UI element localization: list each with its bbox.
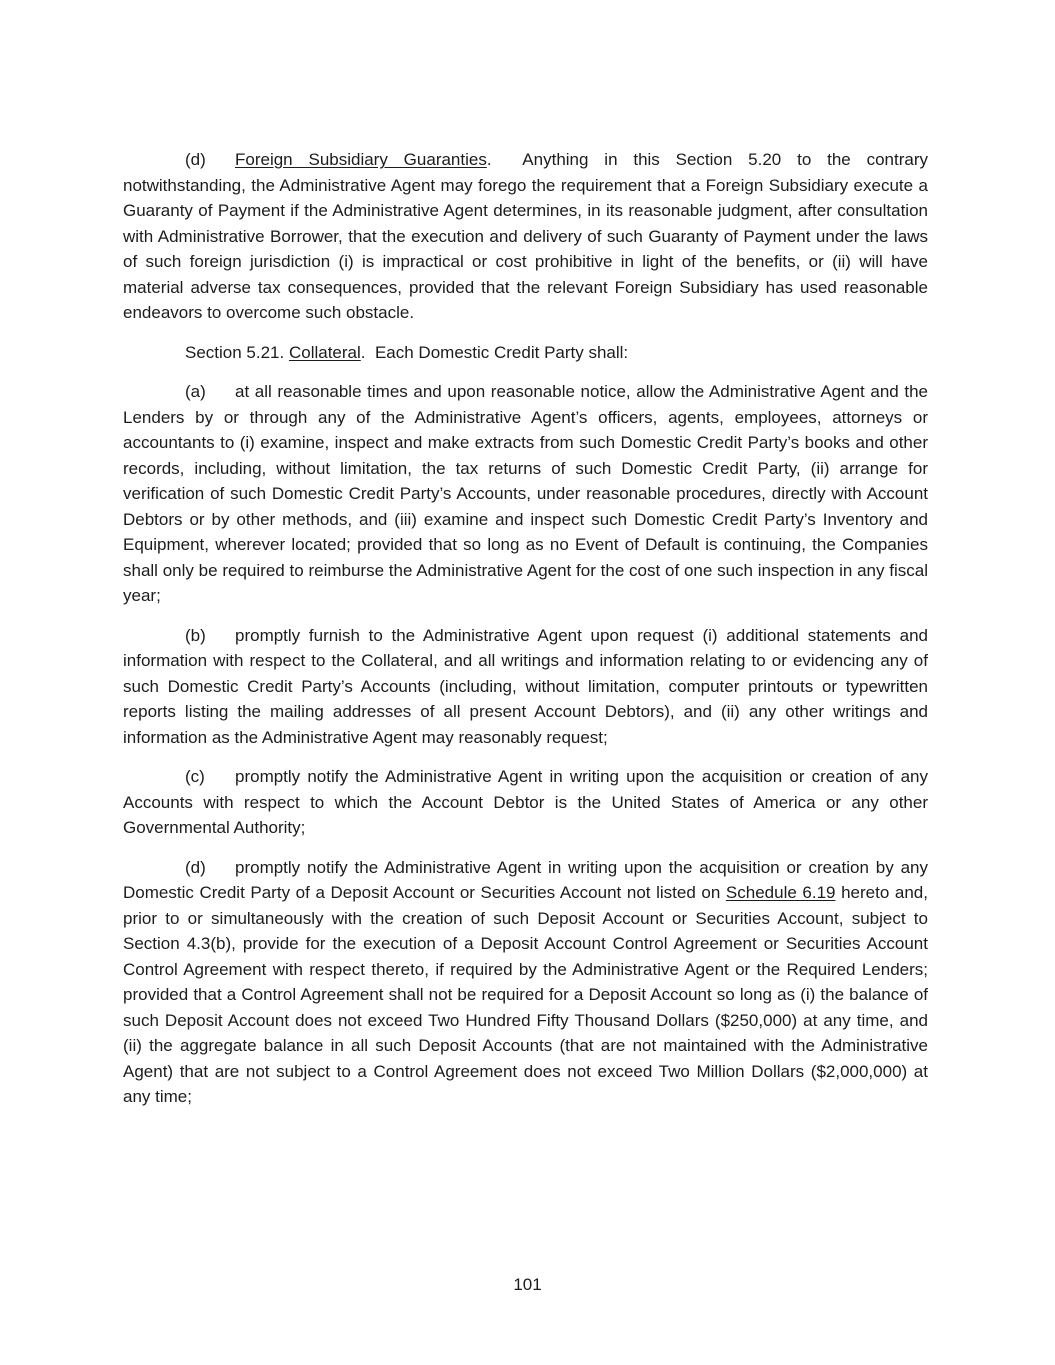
page-number: 101 <box>513 1275 542 1294</box>
paragraph-a-inspection <box>123 379 928 609</box>
paragraph-label: (b) <box>185 625 206 645</box>
section-heading-text: . Each Domestic Credit Party shall: <box>360 342 629 362</box>
paragraph-d-deposit-accounts <box>123 855 928 1110</box>
paragraph-text: hereto and, prior to or simultaneously with the creation of such Deposit Account or Securities Account, subject to Section 4.3(b), provide for the execution of a Deposit Account Control Agreement or Securities Account Control Agreement with respect thereto, if required by the Administrative Agent or the Required Lenders; provided that a Control Agreement shall not be required for a Deposit Account so long as (i) the balance of such Deposit Account does not exceed Two Hundred Fifty Thousand Dollars ($250,000) at any time, and (ii) the aggregate balance in all such Deposit Accounts (that are not maintained with the Administrative Agent) that are not subject to a Control Agreement does not exceed Two Million Dollars ($2,000,000) at any time; <box>123 883 928 1106</box>
paragraph-text: . Anything in this Section 5.20 to the contrary notwithstanding, the Administrative Agent may forego the requirement that a Foreign Subsidiary execute a Guaranty of Payment if the Administrative Agent determines, in its reasonable judgment, after consultation with Administrative Borrower, that the execution and delivery of such Guaranty of Payment under the laws of such foreign jurisdiction (i) is impractical or cost prohibitive in light of the benefits, or (ii) will have material adverse tax consequences, provided that the relevant Foreign Subsidiary has used reasonable endeavors to overcome such obstacle. <box>123 150 928 322</box>
paragraph-c-notify-accounts <box>123 764 928 841</box>
paragraph-foreign-subsidiary-guaranties <box>123 147 928 326</box>
paragraph-b-furnish-statements <box>123 623 928 751</box>
paragraph-text: promptly notify the Administrative Agent in writing upon the acquisition or creation by any Domestic Credit Party of a Deposit Account or Securities Account not listed on <box>123 857 928 902</box>
underlined-term-schedule-6-19: Schedule 6.19 <box>725 883 836 902</box>
document-body <box>123 147 928 1124</box>
paragraph-text: promptly notify the Administrative Agent in writing upon the acquisition or creation of any Accounts with respect to which the Account Debtor is the United States of America or any other Governmental Authority; <box>123 767 928 837</box>
paragraph-label: (d) <box>185 150 206 169</box>
underlined-term-foreign-subsidiary-guaranties: Foreign Subsidiary Guaranties <box>235 150 487 169</box>
paragraph-label: (c) <box>185 767 205 786</box>
section-heading-collateral <box>123 340 928 366</box>
paragraph-text: at all reasonable times and upon reasonable notice, allow the Administrative Agent and the Lenders by or through any of the Administrative Agent’s officers, agents, employees, attorneys or accountants to (i) examine, inspect and make extracts from such Domestic Credit Party’s books and other records, including, without limitation, the tax returns of such Domestic Credit Party, (ii) arrange for verification of such Domestic Credit Party’s Accounts, under reasonable procedures, directly with Account Debtors or by other methods, and (iii) examine and inspect such Domestic Credit Party’s Inventory and Equipment, wherever located; provided that so long as no Event of Default is continuing, the Companies shall only be required to reimburse the Administrative Agent for the cost of one such inspection in any fiscal year; <box>123 382 928 605</box>
paragraph-label: (a) <box>185 382 206 401</box>
section-number: Section 5.21. <box>185 342 289 362</box>
underlined-term-collateral: Collateral <box>288 342 361 362</box>
paragraph-label: (d) <box>185 857 206 877</box>
paragraph-text: promptly furnish to the Administrative Agent upon request (i) additional statements and information with respect to the Collateral, and all writings and information relating to or evidencing any of such Domestic Credit Party’s Accounts (including, without limitation, computer printouts or typewritten reports listing the mailing addresses of all present Account Debtors), and (ii) any other writings and information as the Administrative Agent may reasonably request; <box>123 625 928 747</box>
